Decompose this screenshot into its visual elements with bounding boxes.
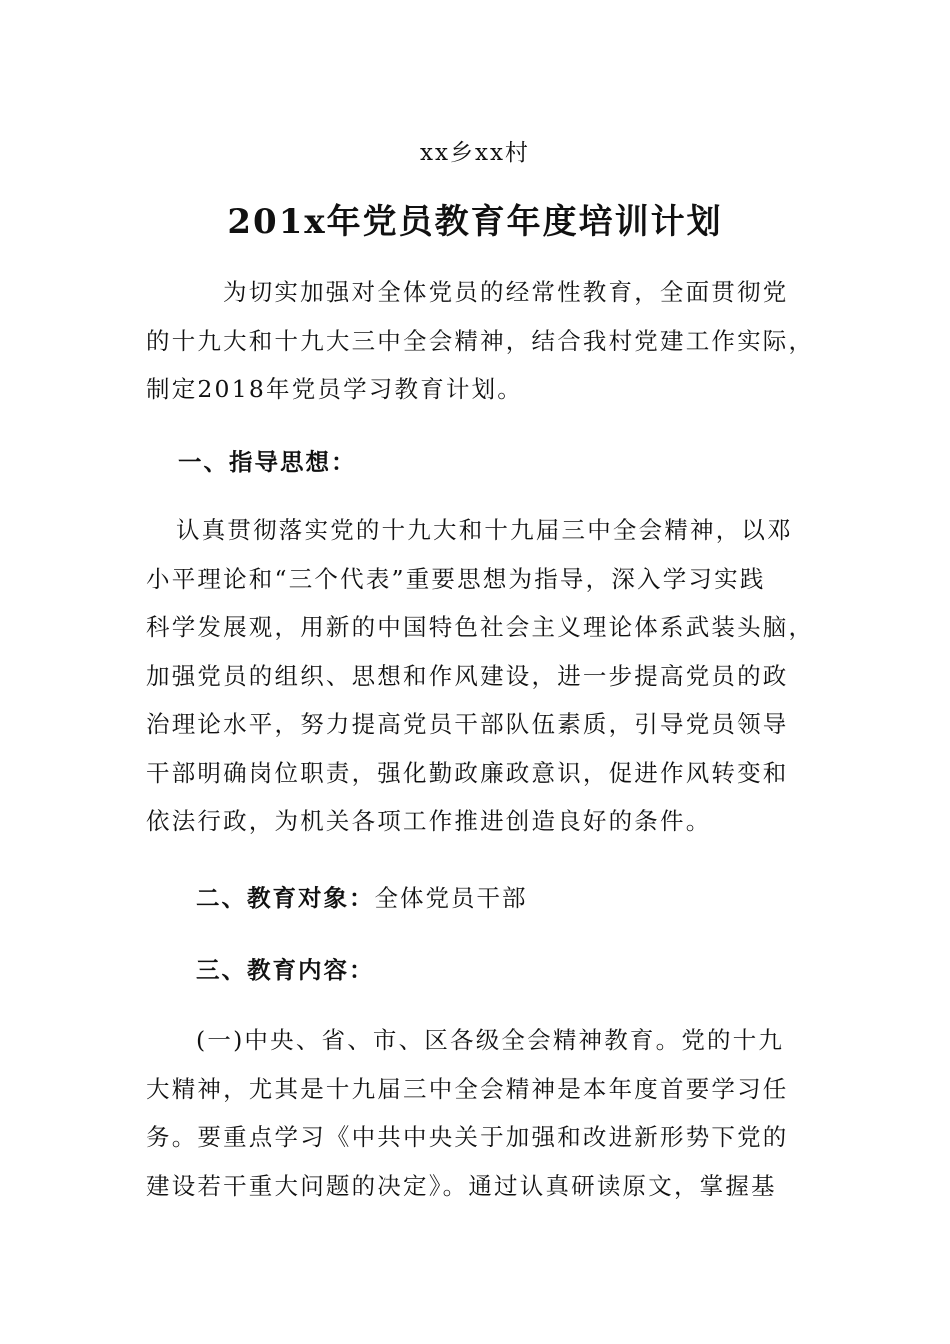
section1-line: 依法行政，为机关各项工作推进创造良好的条件。 <box>146 807 712 835</box>
section3-line: (一)中央、省、市、区各级全会精神教育。党的十九 <box>196 1026 785 1054</box>
document-title: 201x年党员教育年度培训计划 <box>227 202 723 242</box>
section3-paragraph <box>146 1016 806 1210</box>
section2-heading <box>196 878 528 918</box>
document-subtitle: xx乡xx村 <box>420 140 530 166</box>
intro-paragraph <box>146 268 815 414</box>
section3-heading-text: 三、教育内容： <box>196 956 375 984</box>
intro-line: 制定2018年党员学习教育计划。 <box>146 375 524 403</box>
section1-paragraph <box>146 506 815 846</box>
section3-heading <box>196 950 375 990</box>
section1-heading-text: 一、指导思想： <box>178 448 357 476</box>
section3-line: 建设若干重大问题的决定》。通过认真研读原文，掌握基 <box>146 1171 777 1200</box>
section1-line: 科学发展观，用新的中国特色社会主义理论体系武装头脑， <box>146 613 815 641</box>
section1-heading <box>178 442 357 482</box>
intro-line: 为切实加强对全体党员的经常性教育，全面贯彻党 <box>223 278 789 306</box>
section3-line: 大精神，尤其是十九届三中全会精神是本年度首要学习任 <box>146 1074 789 1103</box>
section3-line: 务。要重点学习《中共中央关于加强和改进新形势下党的 <box>146 1123 789 1151</box>
section2-heading-text: 二、教育对象： <box>196 884 375 912</box>
section2-text: 全体党员干部 <box>374 884 528 912</box>
section1-line: 加强党员的组织、思想和作风建设，进一步提高党员的政 <box>146 661 789 690</box>
section1-line: 小平理论和“三个代表”重要思想为指导，深入学习实践 <box>146 564 766 593</box>
section1-line: 干部明确岗位职责，强化勤政廉政意识，促进作风转变和 <box>146 758 789 787</box>
section1-line: 认真贯彻落实党的十九大和十九届三中全会精神，以邓 <box>176 516 793 544</box>
section1-line: 治理论水平，努力提高党员干部队伍素质，引导党员领导 <box>146 710 789 738</box>
intro-line: 的十九大和十九大三中全会精神，结合我村党建工作实际， <box>146 326 815 355</box>
